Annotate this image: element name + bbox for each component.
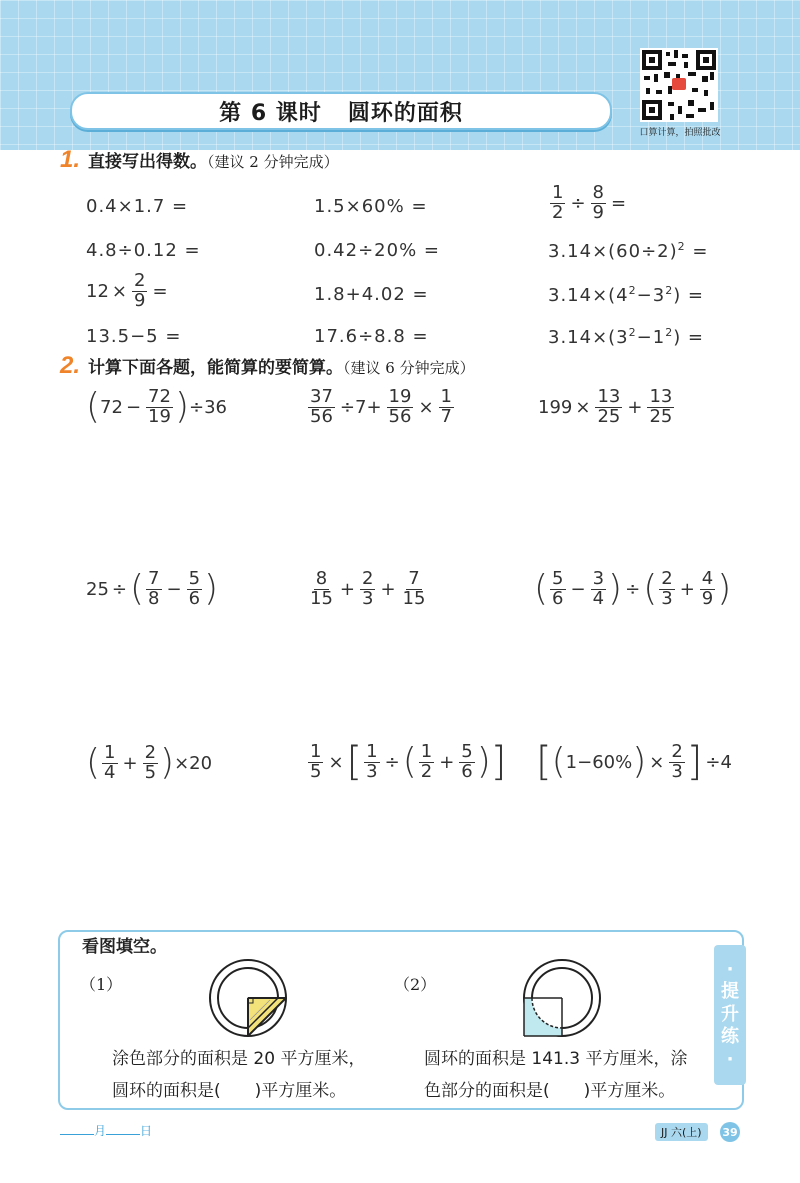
calc-problem-7: ( $\frac{1}{4}$ + $\frac{2}{5}$ ) ×20 bbox=[86, 742, 213, 784]
oral-item-11: 17.6÷8.8 = bbox=[314, 326, 429, 347]
oral-item-10: 13.5−5 = bbox=[86, 326, 182, 347]
section-1-hint: （建议 2 分钟完成） bbox=[207, 153, 339, 171]
section-1-heading: 直接写出得数。 bbox=[88, 152, 208, 172]
q2-line-1: 圆环的面积是 141.3 平方厘米，涂 bbox=[424, 1049, 688, 1069]
section-2-hint: （建议 6 分钟完成） bbox=[343, 359, 475, 377]
oral-item-8: 1.8+4.02 = bbox=[314, 284, 429, 305]
section-1-title bbox=[60, 146, 339, 174]
oral-item-12: $3.14\times(3^2-1^2)$ = bbox=[548, 326, 705, 348]
improve-practice-tab: · 提 升 练 · bbox=[714, 945, 746, 1085]
q2-label: （2） bbox=[394, 975, 437, 994]
oral-item-2: 1.5×60% = bbox=[314, 196, 428, 217]
oral-item-1: 0.4×1.7 = bbox=[86, 196, 189, 217]
calc-problem-6: ( $\frac{5}{6}$ − $\frac{3}{4}$ ) ÷ ( $\frac{2}{3}$ + $\frac{4}{9}$ ) bbox=[534, 568, 732, 610]
qr-code-icon[interactable] bbox=[640, 48, 718, 122]
calc-problem-5: $\frac{8}{15}$ + $\frac{2}{3}$ + $\frac{7}{15}$ bbox=[310, 568, 426, 609]
oral-item-7: 12 × $\frac{2}{9}$ = bbox=[86, 270, 168, 311]
q1-label: （1） bbox=[80, 975, 123, 994]
section-1-number: 1. bbox=[60, 146, 81, 173]
calc-problem-4: 25 ÷ ( $\frac{7}{8}$ − $\frac{5}{6}$ ) bbox=[86, 568, 219, 610]
month-label: 月 bbox=[94, 1124, 107, 1138]
section-2-heading: 计算下面各题，能简算的要简算。 bbox=[88, 358, 344, 378]
date-field[interactable] bbox=[60, 1122, 152, 1139]
q2-line-2[interactable]: 色部分的面积是( )平方厘米。 bbox=[424, 1081, 676, 1101]
calc-problem-1: ( 72 − $\frac{72}{19}$ ) ÷36 bbox=[86, 386, 227, 428]
calc-problem-2: $\frac{37}{56}$ ÷7+ $\frac{19}{56}$ × $\frac{1}{7}$ bbox=[310, 386, 452, 427]
oral-item-4: 4.8÷0.12 = bbox=[86, 240, 201, 261]
lesson-number: 第 6 课时 bbox=[219, 100, 322, 126]
oral-item-5: 0.42÷20% = bbox=[314, 240, 440, 261]
oral-item-3: $\frac{1}{2}$ ÷ $\frac{8}{9}$ = bbox=[552, 182, 627, 223]
section-2-number: 2. bbox=[60, 352, 81, 379]
calc-problem-3: 199 × $\frac{13}{25}$ + $\frac{13}{25}$ bbox=[538, 386, 673, 427]
ring-figure-1-icon bbox=[206, 956, 290, 1040]
ring-figure-2-icon bbox=[520, 956, 604, 1040]
q1-line-1: 涂色部分的面积是 20 平方厘米， bbox=[112, 1049, 366, 1069]
book-label: JJ 六(上) bbox=[655, 1123, 708, 1141]
section-2-title bbox=[60, 352, 475, 380]
q1-line-2[interactable]: 圆环的面积是( )平方厘米。 bbox=[112, 1081, 347, 1101]
page-title bbox=[70, 92, 612, 130]
qr-caption: 口算计算，拍照批改 bbox=[639, 128, 721, 138]
calc-problem-8: $\frac{1}{5}$ × [ $\frac{1}{3}$ ÷ ( $\frac{1}{2}$ + $\frac{5}{6}$ ) ] bbox=[310, 739, 507, 785]
calc-problem-9: [ ( 1−60% ) × $\frac{2}{3}$ ] ÷4 bbox=[536, 739, 732, 785]
fill-in-title: 看图填空。 bbox=[82, 937, 167, 957]
day-label: 日 bbox=[140, 1124, 153, 1138]
oral-item-9: $3.14\times(4^2-3^2)$ = bbox=[548, 284, 705, 306]
oral-item-6: $3.14\times(60\div 2)^2$ = bbox=[548, 240, 709, 262]
page-number: 39 bbox=[720, 1122, 740, 1142]
lesson-title: 圆环的面积 bbox=[347, 100, 463, 126]
